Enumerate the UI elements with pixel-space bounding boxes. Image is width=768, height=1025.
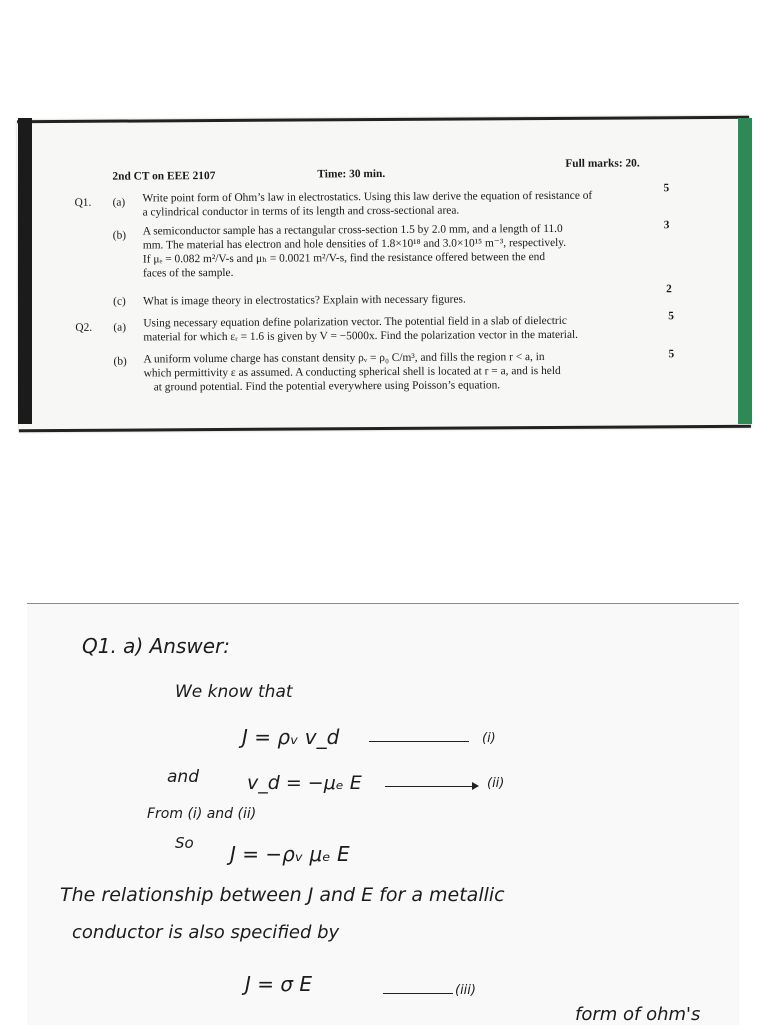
q1a-marks: 5 [663,182,670,195]
q1b-line: faces of the sample. [142,266,234,280]
answer-line: We know that [175,682,293,702]
equation-leader-line [383,993,453,994]
cut-off-text: form of ohm's [575,1004,701,1025]
answer-sentence: The relationship between J and E for a metallic [60,884,505,906]
q2b-label: (b) [113,355,127,368]
equation-1: J = ρᵥ v_d [242,725,340,749]
q1b-line: A semiconductor sample has a rectangular cross-section 1.5 by 2.0 mm, and a length of 11.0 [142,222,563,238]
q2b-line: which permittivity ε as assumed. A conducting spherical shell is located at r = a, and is held [143,364,561,380]
equation-2: v_d = −μₑ E [247,772,362,794]
q1b-line: If μₑ = 0.082 m²/V-s and μₕ = 0.0021 m²/V-s, find the resistance offered between the end [142,251,546,266]
equation-3: J = −ρᵥ μₑ E [230,842,350,866]
q1b-line: mm. The material has electron and hole densities of 1.8×10¹⁸ and 3.0×10¹⁵ m⁻³, respectively. [142,236,567,252]
q1c-marks: 2 [666,283,672,296]
answer-heading: Q1. a) Answer: [82,634,230,658]
q1b-label: (b) [112,229,127,242]
q2b-marks: 5 [668,348,675,361]
q1b-marks: 3 [663,219,670,232]
full-marks: Full marks: 20. [565,157,640,170]
background-edge [738,118,752,424]
equation-4: J = σ E [245,972,313,996]
equation-tag: (ii) [487,776,505,791]
question-paper [17,116,751,432]
q1c-line: What is image theory in electrostatics? Explain with necessary figures. [143,293,466,308]
q2a-line: Using necessary equation define polarization vector. The potential field in a slab of dielectric [143,314,567,330]
and-word: and [167,767,199,787]
equation-tag: (i) [482,731,496,746]
paper-shadow-edge [18,118,32,424]
from-line: From (i) and (ii) [147,806,257,822]
exam-time: Time: 30 min. [317,167,386,181]
equation-leader-line [369,741,469,742]
q1c-label: (c) [113,295,126,308]
q2a-line: material for which εᵣ = 1.6 is given by V = −5000x. Find the polarization vector in the material. [143,328,579,344]
q1a-line: Write point form of Ohm’s law in electrostatics. Using this law derive the equation of resistance of [142,189,593,205]
answer-sentence: conductor is also specified by [72,922,340,943]
course-title: 2nd CT on EEE 2107 [112,170,216,183]
answer-sheet [27,603,739,1025]
equation-tag: (iii) [455,983,476,998]
q1a-line: a cylindrical conductor in terms of its length and cross-sectional area. [142,204,460,219]
q2-label: Q2. [75,321,93,334]
q2b-line: A uniform volume charge has constant density ρᵥ = ρ₀ C/m³, and fills the region r < a, in [143,351,545,366]
q2a-marks: 5 [668,310,675,323]
equation-arrow [385,786,477,787]
q1a-label: (a) [112,196,126,209]
q2a-label: (a) [113,321,127,334]
so-word: So [175,834,194,852]
q1-label: Q1. [74,196,92,209]
q2b-line: at ground potential. Find the potential everywhere using Poisson’s equation. [153,379,501,394]
